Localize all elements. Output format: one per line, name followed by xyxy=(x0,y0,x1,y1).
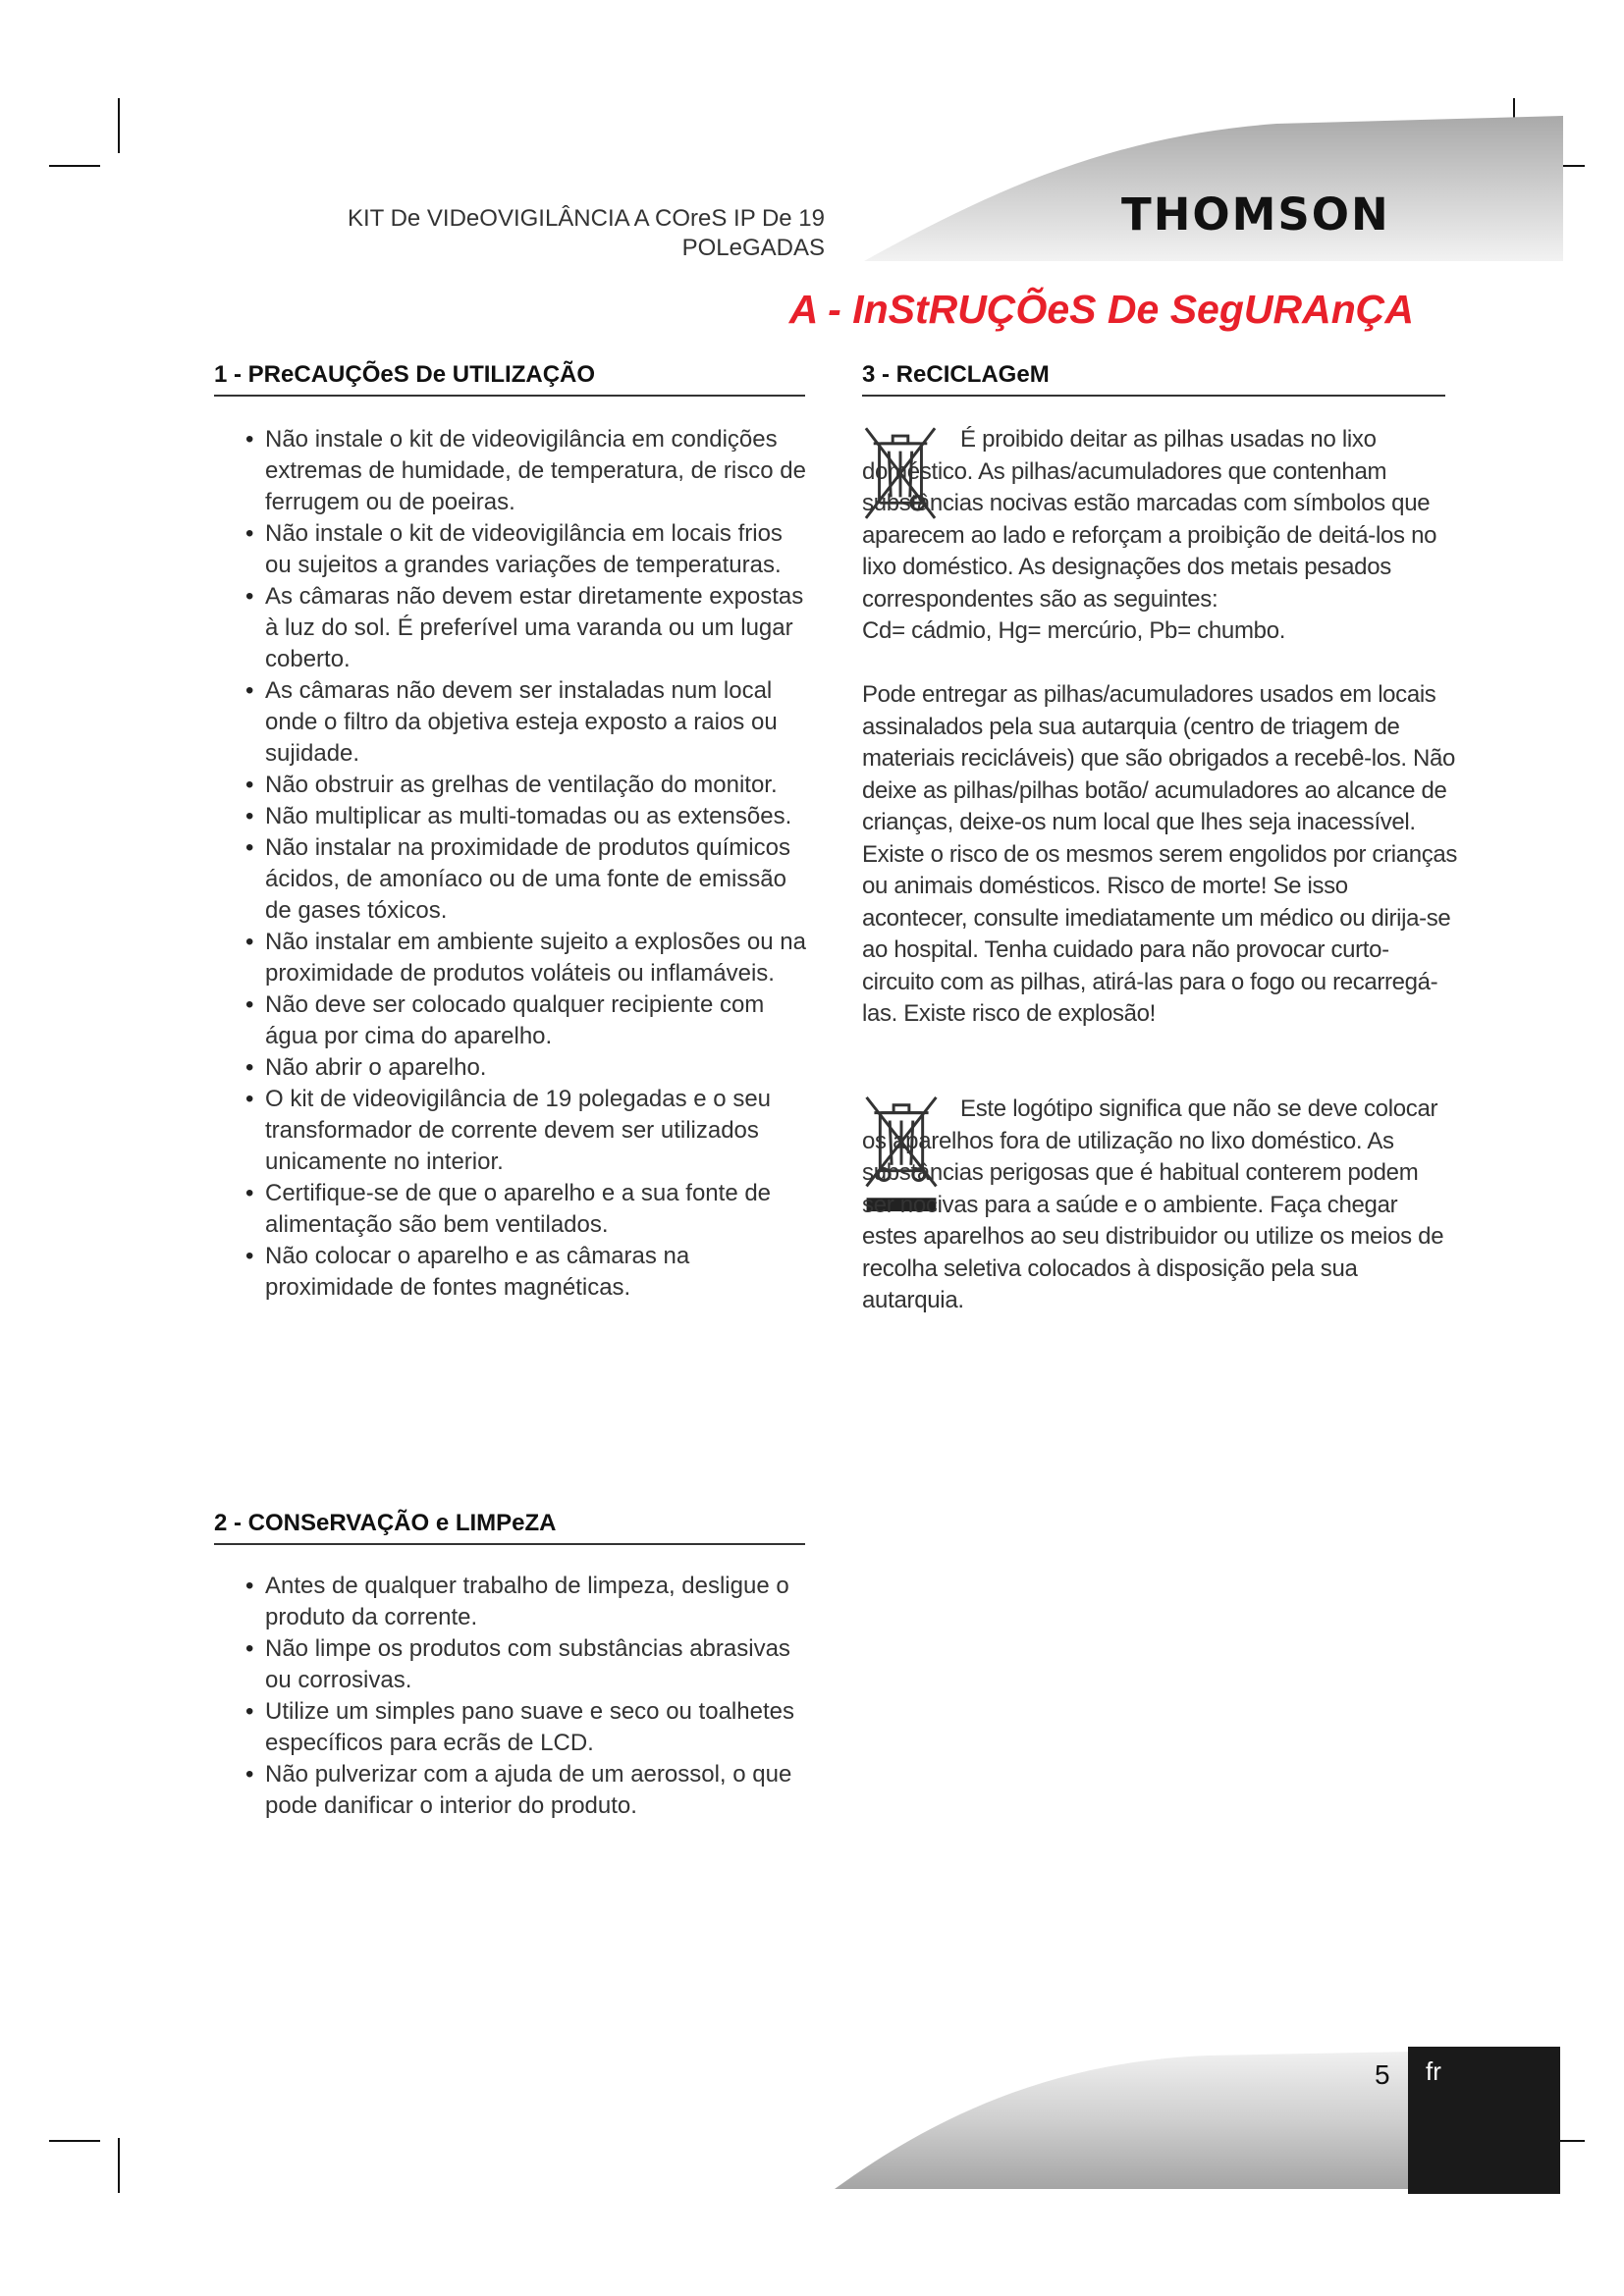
page-number: 5 xyxy=(1375,2059,1390,2090)
list-item: • As câmaras não devem ser instaladas num local onde o filtro da objetiva esteja exposto a raios ou sujidade. xyxy=(226,675,807,770)
collection-text: Pode entregar as pilhas/acumuladores usados em locais assinalados pela sua autarquia (centro de triagem de materiais recicláveis) que são obrigados a recebê-los. Não deixe as pilhas/pilhas botão/ acumuladores ao alcance de crianças, deixe-os num local que lhes seja inacessível. Existe o risco de os mesmos serem engolidos por crianças ou animais domésticos. Risco de morte! Se isso acontecer, consulte imediatamente um médico ou dirija-se ao hospital. Tenha cuidado para não provocar curto-circuito com as pilhas, atirá-las para o fogo ou recarregá-las. Existe risco de explosão! xyxy=(862,681,1457,1027)
recycling-heading: 3 - ReCICLAGeM xyxy=(862,361,1445,397)
precautions-heading: 1 - PReCAUÇÕeS De UTILIZAÇÃO xyxy=(214,361,805,397)
list-item: • Não instale o kit de videovigilância em locais frios ou sujeitos a grandes variações de temperaturas. xyxy=(226,518,807,581)
weee-text: Este logótipo significa que não se deve colocar os aparelhos fora de utilização no lixo doméstico. As substâncias perigosas que é habitual conterem podem ser nocivas para a saúde e o ambiente. Faça chegar estes aparelhos ao seu distribuidor ou utilize os meios de recolha seletiva colocados à disposição pela sua autarquia. xyxy=(862,1095,1444,1313)
brand-logo: THOMSON xyxy=(1121,188,1390,240)
list-item: • Certifique-se de que o aparelho e a sua fonte de alimentação são bem ventilados. xyxy=(226,1178,807,1241)
list-item: • As câmaras não devem estar diretamente expostas à luz do sol. É preferível uma varanda ou um lugar coberto. xyxy=(226,581,807,675)
list-item: • Não obstruir as grelhas de ventilação do monitor. xyxy=(226,770,807,801)
section-title: A - InStRUÇÕeS De SegURAnÇA xyxy=(788,287,1414,332)
document-title-line: POLeGADAS xyxy=(681,235,825,261)
list-item: • Não abrir o aparelho. xyxy=(226,1052,807,1084)
list-item: • Não instale o kit de videovigilância em condições extremas de humidade, de temperatura, de risco de ferrugem ou de poeiras. xyxy=(226,424,807,518)
precautions-list xyxy=(226,424,807,1304)
list-item: • Não limpe os produtos com substâncias abrasivas ou corrosivas. xyxy=(226,1633,815,1696)
heavy-metals-text: Cd= cádmio, Hg= mercúrio, Pb= chumbo. xyxy=(862,617,1286,644)
list-item: • Não pulverizar com a ajuda de um aerossol, o que pode danificar o interior do produto. xyxy=(226,1759,815,1822)
maintenance-list xyxy=(226,1571,815,1822)
crop-mark xyxy=(49,2140,100,2142)
document-title xyxy=(295,204,825,263)
list-item: • Não instalar na proximidade de produtos químicos ácidos, de amoníaco ou de uma fonte de emissão de gases tóxicos. xyxy=(226,832,807,927)
batteries-text: É proibido deitar as pilhas usadas no lixo doméstico. As pilhas/acumuladores que contenham substâncias nocivas estão marcadas com símbolos que aparecem ao lado e reforçam a proibição de deitá-los no lixo doméstico. As designações dos metais pesados correspondentes são as seguintes: Cd= cádmio, Hg= mercúrio, Pb= chumbo. xyxy=(862,426,1437,644)
list-item: • Antes de qualquer trabalho de limpeza, desligue o produto da corrente. xyxy=(226,1571,815,1633)
list-item: • Utilize um simples pano suave e seco ou toalhetes específicos para ecrãs de LCD. xyxy=(226,1696,815,1759)
crop-mark xyxy=(118,98,120,153)
list-item: • Não deve ser colocado qualquer recipiente com água por cima do aparelho. xyxy=(226,989,807,1052)
maintenance-heading: 2 - CONSeRVAÇÃO e LIMPeZA xyxy=(214,1510,805,1545)
list-item: • Não instalar em ambiente sujeito a explosões ou na proximidade de produtos voláteis ou inflamáveis. xyxy=(226,927,807,989)
footer-band xyxy=(835,2052,1414,2189)
list-item: • O kit de videovigilância de 19 polegadas e o seu transformador de corrente devem ser utilizados unicamente no interior. xyxy=(226,1084,807,1178)
document-title-line: KIT De VIDeOVIGILÂNCIA A COreS IP De 19 xyxy=(348,205,825,232)
list-item: • Não multiplicar as multi-tomadas ou as extensões. xyxy=(226,801,807,832)
language-label: fr xyxy=(1426,2056,1441,2086)
crop-mark xyxy=(118,2138,120,2193)
list-item: • Não colocar o aparelho e as câmaras na proximidade de fontes magnéticas. xyxy=(226,1241,807,1304)
crop-mark xyxy=(49,165,100,167)
